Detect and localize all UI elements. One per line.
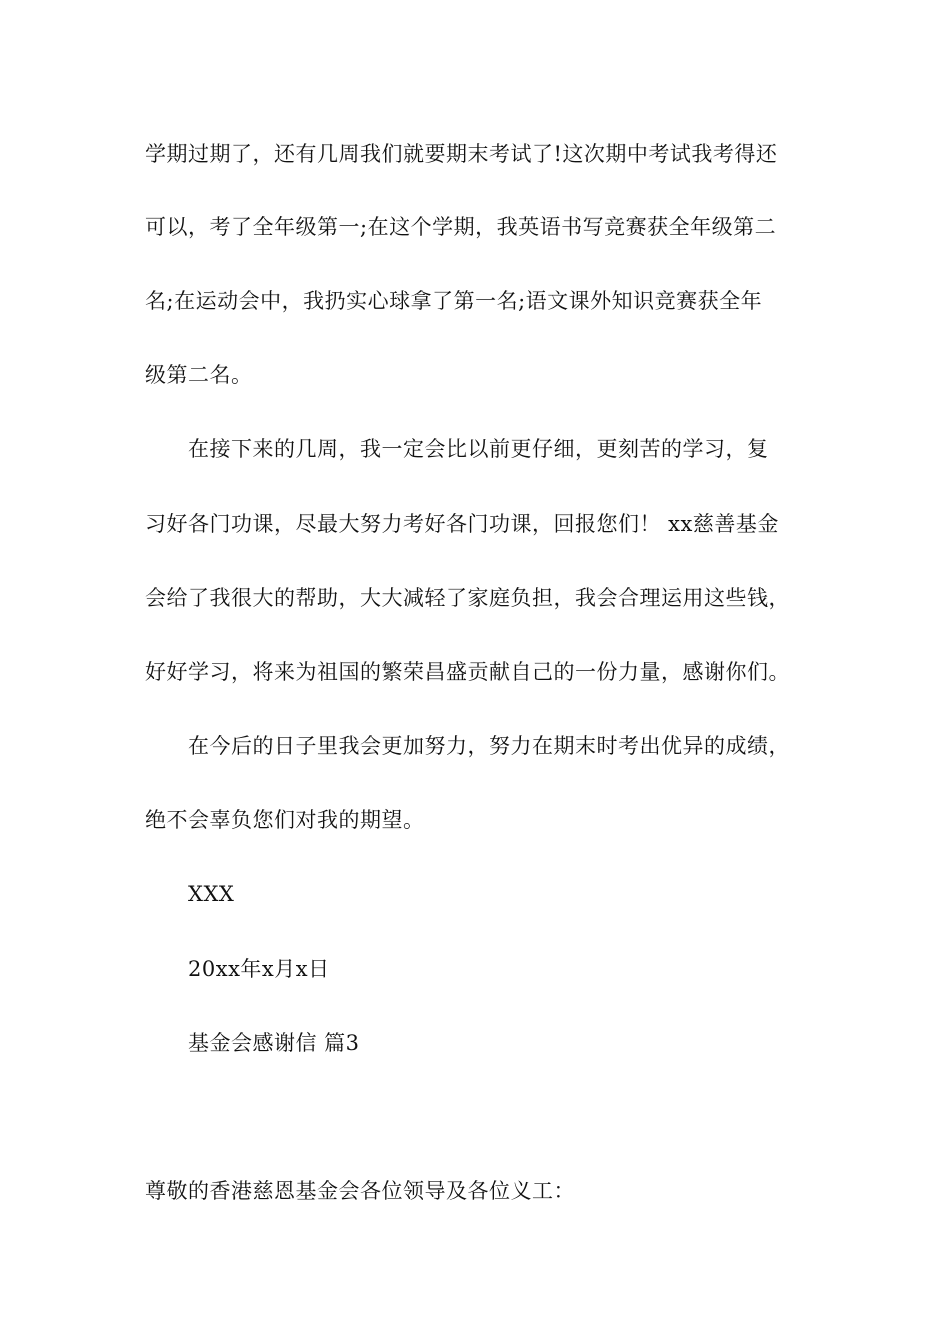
paragraph-line-9: 在今后的日子里我会更加努力，努力在期末时考出优异的成绩，	[188, 734, 790, 758]
paragraph-line-10: 绝不会辜负您们对我的期望。	[145, 808, 425, 832]
paragraph-line-7: 会给了我很大的帮助，大大减轻了家庭负担，我会合理运用这些钱，	[145, 586, 790, 610]
paragraph-line-1: 学期过期了，还有几周我们就要期末考试了!这次期中考试我考得还	[145, 142, 778, 166]
paragraph-line-5: 在接下来的几周，我一定会比以前更仔细，更刻苦的学习，复	[188, 437, 769, 461]
paragraph-line-6: 习好各门功课，尽最大努力考好各门功课，回报您们！ xx慈善基金	[145, 512, 779, 536]
paragraph-line-4: 级第二名。	[145, 363, 253, 387]
section-heading: 基金会感谢信 篇3	[188, 1031, 360, 1055]
signature-date: 20xx年x月x日	[188, 957, 330, 981]
paragraph-line-8: 好好学习，将来为祖国的繁荣昌盛贡献自己的一份力量，感谢你们。	[145, 660, 790, 684]
signature-name: XXX	[188, 882, 235, 906]
salutation-line: 尊敬的香港慈恩基金会各位领导及各位义工：	[145, 1179, 575, 1203]
paragraph-line-3: 名;在运动会中，我扔实心球拿了第一名;语文课外知识竞赛获全年	[145, 289, 763, 313]
paragraph-line-2: 可以，考了全年级第一;在这个学期，我英语书写竞赛获全年级第二	[145, 215, 777, 239]
